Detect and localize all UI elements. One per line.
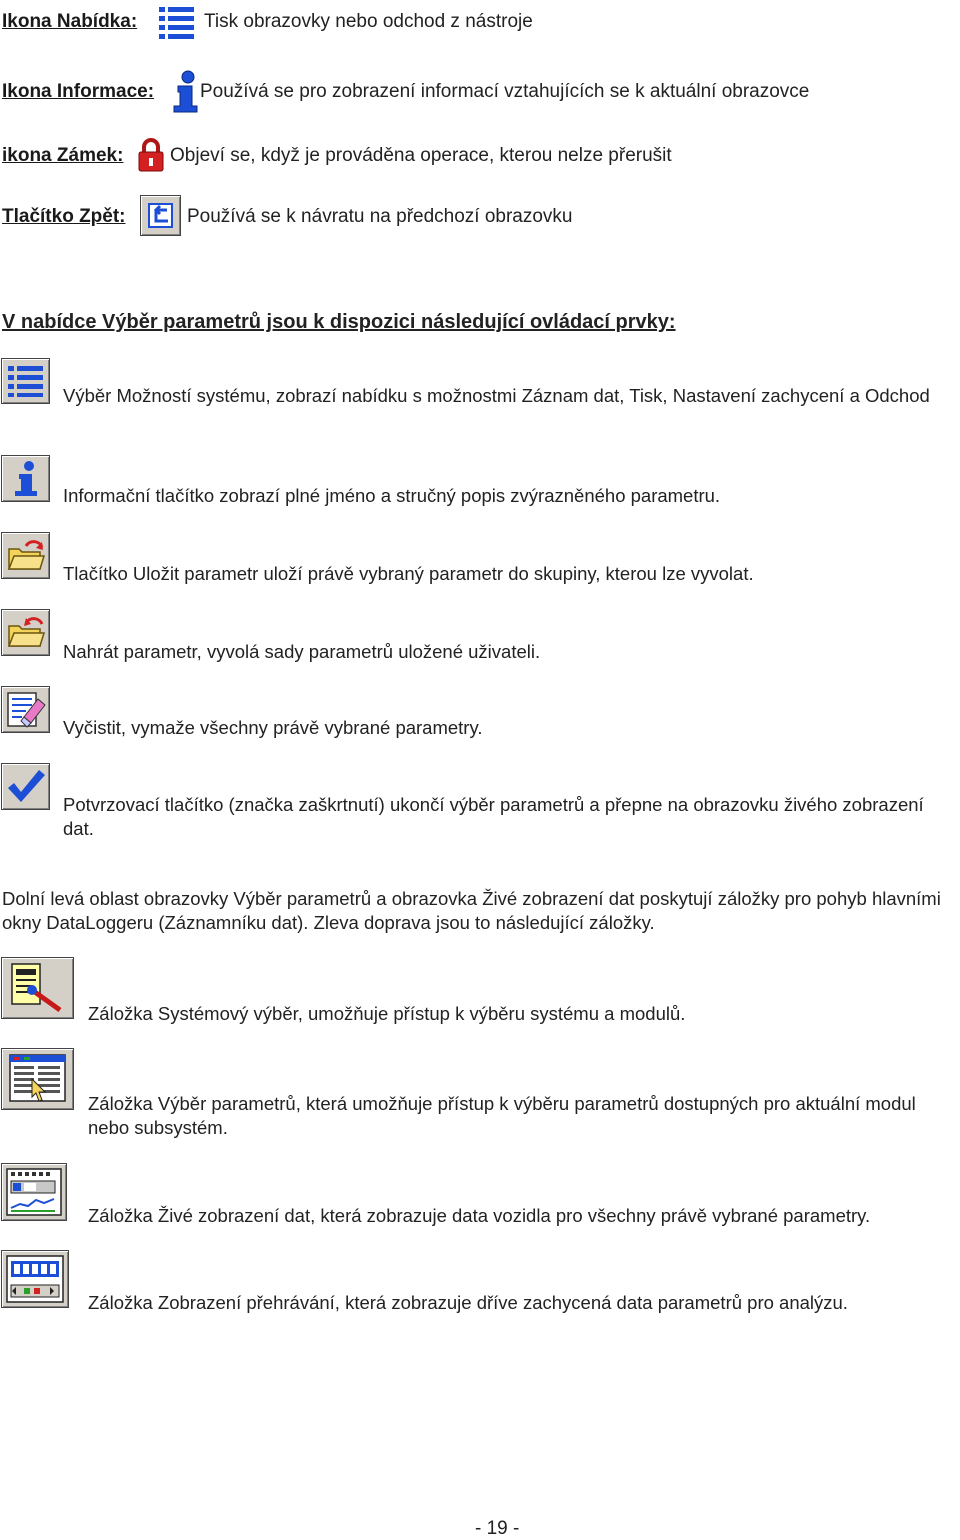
control-text-save: Tlačítko Uložit parametr uloží právě vybraný parametr do skupiny, kterou lze vyvolat.: [63, 563, 754, 584]
legend-info-desc: Používá se pro zobrazení informací vztahujících se k aktuální obrazovce: [200, 81, 810, 102]
tab-text-playback: Záložka Zobrazení přehrávání, která zobrazuje dříve zachycená data parametrů pro analýzu.: [88, 1292, 848, 1313]
legend-menu-desc: Tisk obrazovky nebo odchod z nástroje: [204, 11, 533, 32]
save-folder-icon[interactable]: [1, 532, 50, 579]
legend-info-label: Ikona Informace:: [2, 81, 155, 102]
control-text-clear: Vyčistit, vymaže všechny právě vybrané parametry.: [63, 717, 483, 738]
control-text-menu: Výběr Možností systému, zobrazí nabídku s možnostmi Záznam dat, Tisk, Nastavení zachycení a Odchod: [63, 385, 930, 406]
menu-list-icon: [156, 2, 198, 44]
control-text-confirm: Potvrzovací tlačítko (značka zaškrtnutí) ukončí výběr parametrů a přepne na obrazovku živého zobrazení dat.: [63, 794, 924, 839]
legend-lock-desc: Objeví se, když je prováděna operace, kterou nelze přerušit: [170, 145, 672, 166]
legend-back-desc: Používá se k návratu na předchozí obrazovku: [187, 206, 573, 227]
system-select-tab-icon[interactable]: [1, 957, 74, 1019]
info-icon[interactable]: [1, 455, 50, 502]
eraser-icon[interactable]: [1, 686, 50, 733]
page-number: - 19 -: [475, 1518, 520, 1539]
control-text-load: Nahrát parametr, vyvolá sady parametrů uložené uživateli.: [63, 641, 541, 662]
playback-tab-icon[interactable]: [1, 1250, 69, 1308]
legend-menu-label: Ikona Nabídka:: [2, 11, 138, 32]
control-text-info: Informační tlačítko zobrazí plné jméno a stručný popis zvýrazněného parametru.: [63, 485, 721, 506]
legend-back-label: Tlačítko Zpět:: [2, 206, 126, 227]
live-data-tab-icon[interactable]: [1, 1163, 67, 1221]
open-folder-icon[interactable]: [1, 609, 50, 656]
legend-lock-label: ikona Zámek:: [2, 145, 124, 166]
parameter-select-tab-icon[interactable]: [1, 1048, 74, 1110]
padlock-icon: [136, 137, 166, 173]
tab-text-parameters: Záložka Výběr parametrů, která umožňuje přístup k výběru parametrů dostupných pro aktuální modul nebo subsystém.: [88, 1093, 916, 1138]
tab-text-live-data: Záložka Živé zobrazení dat, která zobrazuje data vozidla pro všechny právě vybrané parametry.: [88, 1205, 871, 1226]
checkmark-icon[interactable]: [1, 763, 50, 810]
menu-list-icon[interactable]: [1, 358, 50, 404]
section-heading: V nabídce Výběr parametrů jsou k dispozici následující ovládací prvky:: [2, 311, 676, 333]
tab-text-system: Záložka Systémový výběr, umožňuje přístup k výběru systému a modulů.: [88, 1003, 686, 1024]
back-arrow-icon[interactable]: [140, 195, 181, 236]
tabs-intro-paragraph: Dolní levá oblast obrazovky Výběr parametrů a obrazovka Živé zobrazení dat poskytují záložky pro pohyb hlavními okny DataLoggeru (Záznamníku dat). Zleva doprava jsou to následující záložky.: [2, 888, 941, 933]
info-icon: [170, 70, 200, 114]
